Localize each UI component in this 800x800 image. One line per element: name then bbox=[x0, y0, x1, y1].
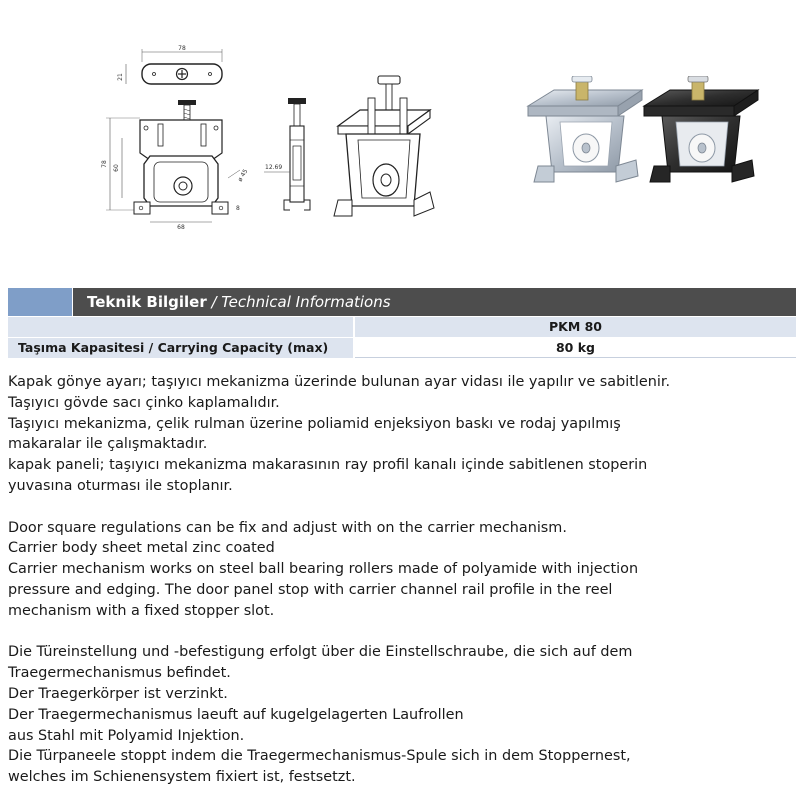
description-line: welches im Schienensystem fixiert ist, festsetzt. bbox=[8, 769, 356, 786]
paragraph-gap bbox=[8, 497, 792, 518]
description-line: Traegermechanismus befindet. bbox=[8, 665, 231, 682]
dim-top-height: 21 bbox=[117, 73, 124, 81]
technical-drawing-side-view bbox=[260, 96, 320, 216]
description-line: kapak paneli; taşıyıcı mekanizma makarasının ray profil kanalı içinde sabitlenen stoperin bbox=[8, 457, 648, 474]
dim-top-width: 78 bbox=[178, 45, 186, 52]
model-value-cell: PKM 80 bbox=[355, 317, 796, 337]
technical-info-table bbox=[8, 288, 796, 358]
capacity-value-cell: 80 kg bbox=[355, 338, 796, 358]
product-figures bbox=[0, 0, 800, 270]
dim-small: 8 bbox=[236, 205, 240, 212]
technical-drawing-isometric-view bbox=[330, 74, 440, 230]
dim-side: 12.69 bbox=[265, 164, 283, 171]
product-photo-zinc bbox=[524, 76, 650, 186]
dim-height: 78 bbox=[101, 160, 108, 168]
description-line: pressure and edging. The door panel stop with carrier channel rail profile in the reel bbox=[8, 581, 613, 598]
capacity-label-cell: Taşıma Kapasitesi / Carrying Capacity (max) bbox=[8, 338, 353, 358]
dim-inner-height: 60 bbox=[113, 164, 120, 172]
description-german bbox=[8, 642, 792, 788]
description-line: aus Stahl mit Polyamid Injektion. bbox=[8, 727, 245, 744]
technical-drawing-front-view bbox=[100, 98, 250, 234]
technical-drawing-top-view bbox=[110, 44, 250, 94]
description-line: Die Türpaneele stoppt indem die Traegermechanismus-Spule sich in dem Stoppernest, bbox=[8, 748, 631, 765]
description-line: Kapak gönye ayarı; taşıyıcı mekanizma üzerinde bulunan ayar vidası ile yapılır ve sabitlenir. bbox=[8, 374, 671, 390]
model-label-cell bbox=[8, 317, 353, 337]
table-title-bold: Teknik Bilgiler bbox=[87, 293, 207, 311]
description-english bbox=[8, 518, 792, 622]
dim-bottom-width: 68 bbox=[177, 224, 185, 231]
header-accent-block bbox=[8, 288, 72, 316]
description-line: Door square regulations can be fix and adjust with on the carrier mechanism. bbox=[8, 519, 567, 536]
table-title bbox=[73, 288, 796, 316]
description-line: Taşıyıcı mekanizma, çelik rulman üzerine poliamid enjeksiyon baskı ve rodaj yapılmış bbox=[8, 415, 621, 432]
table-row-capacity bbox=[8, 338, 796, 358]
description-line: makaralar ile çalışmaktadır. bbox=[8, 436, 208, 453]
description-line: Carrier body sheet metal zinc coated bbox=[8, 540, 275, 557]
description-line: Die Türeinstellung und -befestigung erfolgt über die Einstellschraube, die sich auf dem bbox=[8, 644, 633, 661]
description-line: Der Traegerkörper ist verzinkt. bbox=[8, 685, 228, 702]
product-description bbox=[8, 372, 792, 788]
table-row-model bbox=[8, 317, 796, 337]
product-photo-black bbox=[640, 76, 766, 186]
dim-wheel-dia: ø 45 bbox=[236, 168, 250, 183]
paragraph-gap bbox=[8, 622, 792, 643]
description-line: Der Traegermechanismus laeuft auf kugelgelagerten Laufrollen bbox=[8, 706, 464, 723]
description-line: mechanism with a fixed stopper slot. bbox=[8, 602, 275, 619]
table-title-italic: / Technical Informations bbox=[206, 293, 391, 311]
description-line: yuvasına oturması ile stoplanır. bbox=[8, 477, 233, 494]
description-line: Carrier mechanism works on steel ball bearing rollers made of polyamide with injection bbox=[8, 561, 639, 578]
description-turkish bbox=[8, 372, 792, 497]
table-header bbox=[8, 288, 796, 316]
description-line: Taşıyıcı gövde sacı çinko kaplamalıdır. bbox=[8, 394, 280, 411]
